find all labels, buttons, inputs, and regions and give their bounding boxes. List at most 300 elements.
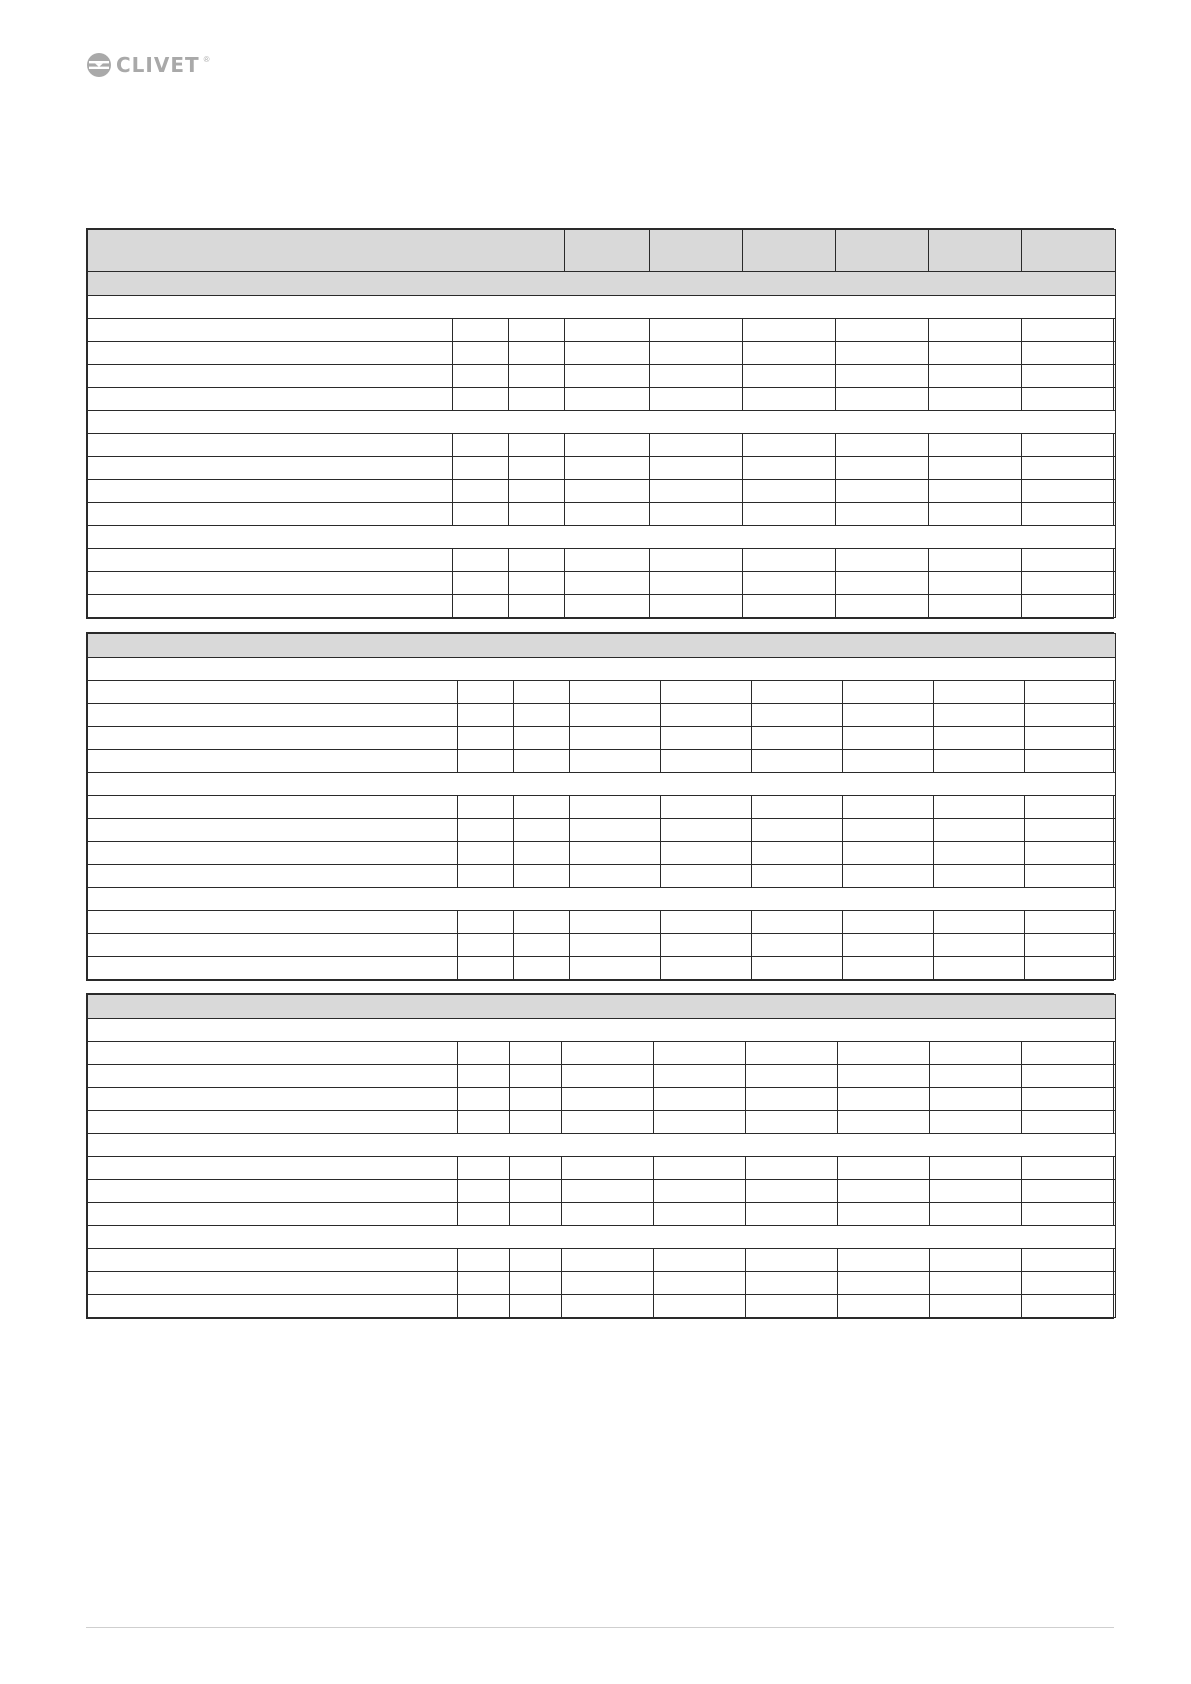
value-cell	[650, 595, 743, 618]
value-cell	[1025, 934, 1116, 957]
header-model-cell	[1022, 230, 1116, 272]
unit-cell	[510, 1203, 562, 1226]
value-cell	[743, 503, 836, 526]
parameter-cell	[88, 503, 453, 526]
note-cell	[458, 842, 514, 865]
value-cell	[562, 1272, 654, 1295]
value-cell	[838, 1295, 930, 1318]
value-cell	[562, 1295, 654, 1318]
parameter-cell	[88, 1249, 458, 1272]
table-row	[88, 388, 1116, 411]
value-cell	[934, 957, 1025, 980]
value-cell	[752, 681, 843, 704]
parameter-cell	[88, 681, 458, 704]
group-title	[88, 296, 1116, 319]
table-row	[88, 572, 1116, 595]
note-cell	[453, 365, 509, 388]
value-cell	[562, 1042, 654, 1065]
unit-cell	[514, 750, 570, 773]
value-cell	[746, 1088, 838, 1111]
brand-name: CLIVET	[116, 53, 200, 77]
value-cell	[743, 480, 836, 503]
parameter-cell	[88, 319, 453, 342]
value-cell	[565, 342, 650, 365]
value-cell	[836, 342, 929, 365]
value-cell	[1025, 681, 1116, 704]
value-cell	[930, 1088, 1022, 1111]
table-row	[88, 549, 1116, 572]
value-cell	[654, 1088, 746, 1111]
table-row	[88, 957, 1116, 980]
value-cell	[565, 365, 650, 388]
value-cell	[843, 681, 934, 704]
value-cell	[929, 595, 1022, 618]
note-cell	[458, 1065, 510, 1088]
parameter-cell	[88, 1295, 458, 1318]
parameter-cell	[88, 1065, 458, 1088]
value-cell	[661, 957, 752, 980]
value-cell	[746, 1111, 838, 1134]
unit-cell	[510, 1157, 562, 1180]
header-model-cell	[650, 230, 743, 272]
value-cell	[843, 911, 934, 934]
note-cell	[458, 1272, 510, 1295]
unit-cell	[509, 572, 565, 595]
table-body	[88, 995, 1116, 1318]
group-header-row	[88, 773, 1116, 796]
parameter-cell	[88, 796, 458, 819]
value-cell	[746, 1249, 838, 1272]
note-cell	[453, 503, 509, 526]
value-cell	[661, 865, 752, 888]
value-cell	[838, 1180, 930, 1203]
unit-cell	[514, 934, 570, 957]
unit-cell	[510, 1042, 562, 1065]
value-cell	[654, 1249, 746, 1272]
value-cell	[661, 911, 752, 934]
value-cell	[570, 957, 661, 980]
value-cell	[565, 595, 650, 618]
note-cell	[458, 957, 514, 980]
note-cell	[458, 681, 514, 704]
value-cell	[650, 342, 743, 365]
value-cell	[843, 796, 934, 819]
value-cell	[650, 388, 743, 411]
value-cell	[743, 572, 836, 595]
note-cell	[458, 704, 514, 727]
table-body	[88, 634, 1116, 980]
value-cell	[661, 934, 752, 957]
value-cell	[930, 1042, 1022, 1065]
value-cell	[565, 503, 650, 526]
value-cell	[746, 1203, 838, 1226]
footer-divider	[86, 1627, 1114, 1628]
header-label-cell	[88, 230, 565, 272]
parameter-cell	[88, 572, 453, 595]
value-cell	[836, 503, 929, 526]
value-cell	[565, 480, 650, 503]
unit-cell	[514, 957, 570, 980]
value-cell	[562, 1203, 654, 1226]
value-cell	[836, 365, 929, 388]
value-cell	[934, 796, 1025, 819]
unit-cell	[509, 595, 565, 618]
spec-table-block-2	[86, 632, 1114, 981]
value-cell	[752, 865, 843, 888]
value-cell	[1022, 388, 1116, 411]
section-title	[88, 272, 1116, 296]
note-cell	[453, 434, 509, 457]
value-cell	[570, 911, 661, 934]
value-cell	[929, 342, 1022, 365]
unit-cell	[510, 1272, 562, 1295]
value-cell	[1025, 911, 1116, 934]
value-cell	[1022, 1042, 1116, 1065]
note-cell	[458, 1295, 510, 1318]
table-row	[88, 1157, 1116, 1180]
brand-trademark: ®	[203, 55, 210, 64]
note-cell	[453, 342, 509, 365]
value-cell	[565, 549, 650, 572]
value-cell	[1022, 365, 1116, 388]
table-row	[88, 704, 1116, 727]
note-cell	[453, 319, 509, 342]
group-header-row	[88, 296, 1116, 319]
unit-cell	[509, 434, 565, 457]
value-cell	[654, 1042, 746, 1065]
value-cell	[929, 365, 1022, 388]
value-cell	[1022, 1180, 1116, 1203]
value-cell	[654, 1272, 746, 1295]
value-cell	[1025, 727, 1116, 750]
unit-cell	[514, 681, 570, 704]
parameter-cell	[88, 1272, 458, 1295]
value-cell	[1022, 1111, 1116, 1134]
value-cell	[1022, 572, 1116, 595]
value-cell	[843, 957, 934, 980]
value-cell	[650, 319, 743, 342]
note-cell	[453, 457, 509, 480]
group-header-row	[88, 658, 1116, 681]
value-cell	[654, 1157, 746, 1180]
section-header-row	[88, 995, 1116, 1019]
value-cell	[838, 1157, 930, 1180]
value-cell	[1022, 1065, 1116, 1088]
parameter-cell	[88, 1180, 458, 1203]
value-cell	[843, 934, 934, 957]
value-cell	[565, 457, 650, 480]
unit-cell	[509, 480, 565, 503]
value-cell	[1025, 704, 1116, 727]
unit-cell	[510, 1180, 562, 1203]
section-title	[88, 995, 1116, 1019]
table-row	[88, 1203, 1116, 1226]
parameter-cell	[88, 388, 453, 411]
note-cell	[453, 480, 509, 503]
value-cell	[836, 388, 929, 411]
value-cell	[934, 819, 1025, 842]
parameter-cell	[88, 1157, 458, 1180]
value-cell	[570, 819, 661, 842]
value-cell	[1025, 957, 1116, 980]
parameter-cell	[88, 342, 453, 365]
value-cell	[836, 457, 929, 480]
value-cell	[565, 572, 650, 595]
value-cell	[743, 342, 836, 365]
value-cell	[934, 842, 1025, 865]
value-cell	[570, 681, 661, 704]
parameter-cell	[88, 957, 458, 980]
table-row	[88, 750, 1116, 773]
unit-cell	[510, 1088, 562, 1111]
value-cell	[743, 365, 836, 388]
unit-cell	[509, 503, 565, 526]
table-row	[88, 342, 1116, 365]
value-cell	[1025, 750, 1116, 773]
value-cell	[746, 1065, 838, 1088]
value-cell	[565, 319, 650, 342]
value-cell	[654, 1180, 746, 1203]
table-row	[88, 1295, 1116, 1318]
value-cell	[562, 1249, 654, 1272]
table-row	[88, 1180, 1116, 1203]
table-row	[88, 934, 1116, 957]
value-cell	[838, 1065, 930, 1088]
value-cell	[836, 434, 929, 457]
value-cell	[934, 911, 1025, 934]
unit-cell	[509, 457, 565, 480]
value-cell	[650, 503, 743, 526]
value-cell	[562, 1111, 654, 1134]
group-title	[88, 526, 1116, 549]
unit-cell	[514, 842, 570, 865]
value-cell	[1022, 342, 1116, 365]
table-row	[88, 595, 1116, 618]
value-cell	[752, 796, 843, 819]
group-title	[88, 773, 1116, 796]
value-cell	[930, 1180, 1022, 1203]
value-cell	[838, 1042, 930, 1065]
value-cell	[843, 727, 934, 750]
parameter-cell	[88, 480, 453, 503]
unit-cell	[509, 342, 565, 365]
brand-logo	[86, 52, 210, 78]
value-cell	[838, 1249, 930, 1272]
unit-cell	[514, 911, 570, 934]
note-cell	[458, 1249, 510, 1272]
value-cell	[934, 750, 1025, 773]
value-cell	[929, 388, 1022, 411]
parameter-cell	[88, 865, 458, 888]
value-cell	[934, 934, 1025, 957]
value-cell	[930, 1065, 1022, 1088]
value-cell	[743, 319, 836, 342]
value-cell	[930, 1157, 1022, 1180]
value-cell	[1022, 319, 1116, 342]
parameter-cell	[88, 457, 453, 480]
value-cell	[930, 1272, 1022, 1295]
value-cell	[752, 750, 843, 773]
table-row	[88, 1111, 1116, 1134]
value-cell	[1025, 796, 1116, 819]
value-cell	[1022, 1203, 1116, 1226]
value-cell	[1022, 1249, 1116, 1272]
note-cell	[458, 750, 514, 773]
table-row	[88, 434, 1116, 457]
value-cell	[570, 727, 661, 750]
value-cell	[661, 704, 752, 727]
note-cell	[458, 1088, 510, 1111]
value-cell	[752, 957, 843, 980]
value-cell	[930, 1295, 1022, 1318]
value-cell	[752, 842, 843, 865]
value-cell	[743, 388, 836, 411]
value-cell	[836, 480, 929, 503]
value-cell	[650, 572, 743, 595]
value-cell	[1025, 865, 1116, 888]
table-row	[88, 727, 1116, 750]
table-header-row	[88, 230, 1116, 272]
group-header-row	[88, 888, 1116, 911]
parameter-cell	[88, 842, 458, 865]
value-cell	[836, 595, 929, 618]
note-cell	[458, 1111, 510, 1134]
value-cell	[570, 865, 661, 888]
value-cell	[1022, 1295, 1116, 1318]
note-cell	[458, 1042, 510, 1065]
table-row	[88, 1249, 1116, 1272]
value-cell	[752, 911, 843, 934]
value-cell	[654, 1065, 746, 1088]
value-cell	[934, 681, 1025, 704]
parameter-cell	[88, 549, 453, 572]
value-cell	[661, 842, 752, 865]
value-cell	[654, 1111, 746, 1134]
value-cell	[661, 727, 752, 750]
value-cell	[838, 1272, 930, 1295]
parameter-cell	[88, 1042, 458, 1065]
value-cell	[836, 572, 929, 595]
value-cell	[570, 750, 661, 773]
value-cell	[752, 819, 843, 842]
value-cell	[930, 1249, 1022, 1272]
value-cell	[929, 503, 1022, 526]
table-row	[88, 480, 1116, 503]
value-cell	[929, 572, 1022, 595]
unit-cell	[509, 365, 565, 388]
value-cell	[746, 1272, 838, 1295]
parameter-cell	[88, 911, 458, 934]
value-cell	[570, 704, 661, 727]
value-cell	[929, 480, 1022, 503]
parameter-cell	[88, 819, 458, 842]
value-cell	[838, 1088, 930, 1111]
parameter-cell	[88, 595, 453, 618]
value-cell	[661, 819, 752, 842]
value-cell	[562, 1065, 654, 1088]
note-cell	[458, 1203, 510, 1226]
value-cell	[570, 934, 661, 957]
value-cell	[1022, 595, 1116, 618]
value-cell	[1022, 1157, 1116, 1180]
note-cell	[453, 595, 509, 618]
parameter-cell	[88, 704, 458, 727]
value-cell	[929, 319, 1022, 342]
unit-cell	[509, 319, 565, 342]
value-cell	[843, 865, 934, 888]
value-cell	[836, 549, 929, 572]
spec-table-block-3	[86, 993, 1114, 1319]
note-cell	[458, 1180, 510, 1203]
parameter-cell	[88, 750, 458, 773]
parameter-cell	[88, 1203, 458, 1226]
header-model-cell	[929, 230, 1022, 272]
parameter-cell	[88, 365, 453, 388]
table-row	[88, 1272, 1116, 1295]
value-cell	[930, 1203, 1022, 1226]
note-cell	[453, 572, 509, 595]
table-row	[88, 1065, 1116, 1088]
value-cell	[929, 549, 1022, 572]
clivet-emblem-icon	[86, 52, 112, 78]
value-cell	[843, 704, 934, 727]
note-cell	[453, 388, 509, 411]
value-cell	[661, 796, 752, 819]
group-header-row	[88, 526, 1116, 549]
value-cell	[836, 319, 929, 342]
section-header-row	[88, 272, 1116, 296]
unit-cell	[509, 388, 565, 411]
note-cell	[458, 865, 514, 888]
header-model-cell	[743, 230, 836, 272]
group-title	[88, 888, 1116, 911]
unit-cell	[514, 819, 570, 842]
group-header-row	[88, 1019, 1116, 1042]
value-cell	[565, 434, 650, 457]
value-cell	[650, 457, 743, 480]
table-body	[88, 230, 1116, 618]
unit-cell	[510, 1065, 562, 1088]
table-row	[88, 503, 1116, 526]
value-cell	[843, 842, 934, 865]
value-cell	[570, 796, 661, 819]
table-row	[88, 865, 1116, 888]
parameter-cell	[88, 1111, 458, 1134]
value-cell	[661, 681, 752, 704]
note-cell	[458, 727, 514, 750]
value-cell	[746, 1157, 838, 1180]
value-cell	[1022, 1272, 1116, 1295]
table-row	[88, 681, 1116, 704]
value-cell	[1025, 842, 1116, 865]
value-cell	[929, 457, 1022, 480]
value-cell	[654, 1203, 746, 1226]
value-cell	[752, 934, 843, 957]
value-cell	[743, 549, 836, 572]
value-cell	[843, 819, 934, 842]
value-cell	[746, 1295, 838, 1318]
unit-cell	[514, 704, 570, 727]
value-cell	[743, 595, 836, 618]
unit-cell	[514, 796, 570, 819]
value-cell	[1022, 549, 1116, 572]
table-row	[88, 842, 1116, 865]
table-row	[88, 1088, 1116, 1111]
value-cell	[1022, 457, 1116, 480]
section-title	[88, 634, 1116, 658]
note-cell	[458, 1157, 510, 1180]
unit-cell	[514, 727, 570, 750]
